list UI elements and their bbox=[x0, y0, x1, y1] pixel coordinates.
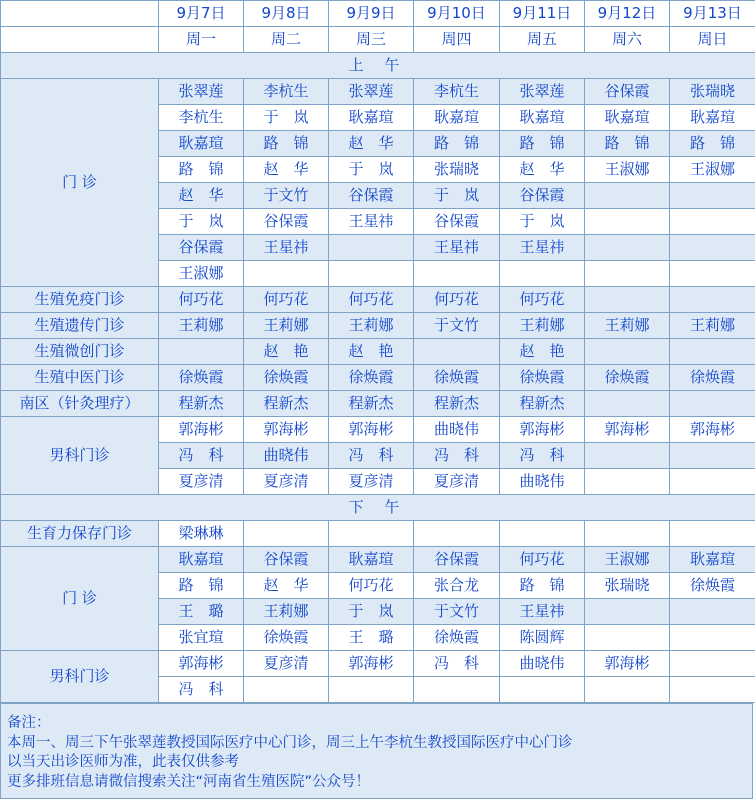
doctor-cell: 夏彦清 bbox=[244, 651, 329, 677]
doctor-cell bbox=[670, 469, 755, 495]
doctor-cell: 耿嘉瑄 bbox=[585, 105, 670, 131]
doctor-cell bbox=[585, 339, 670, 365]
doctor-cell bbox=[585, 625, 670, 651]
doctor-cell: 耿嘉瑄 bbox=[670, 547, 755, 573]
doctor-cell: 何巧花 bbox=[159, 287, 244, 313]
doctor-cell bbox=[244, 677, 329, 703]
table-row bbox=[1, 521, 755, 547]
notes-line-2: 以当天出诊医师为准，此表仅供参考 bbox=[7, 754, 239, 770]
doctor-cell: 耿嘉瑄 bbox=[159, 131, 244, 157]
doctor-cell: 王淑娜 bbox=[585, 547, 670, 573]
doctor-cell: 冯 科 bbox=[500, 443, 585, 469]
doctor-cell: 郭海彬 bbox=[500, 417, 585, 443]
doctor-cell: 程新杰 bbox=[414, 391, 500, 417]
doctor-cell: 于文竹 bbox=[414, 599, 500, 625]
table-row bbox=[1, 417, 755, 443]
doctor-cell: 王莉娜 bbox=[329, 313, 414, 339]
doctor-cell bbox=[670, 339, 755, 365]
date-cell: 9月12日 bbox=[585, 1, 670, 27]
doctor-cell bbox=[329, 521, 414, 547]
table-row bbox=[1, 495, 755, 521]
doctor-cell bbox=[585, 209, 670, 235]
doctor-cell: 路 锦 bbox=[159, 157, 244, 183]
doctor-cell: 王莉娜 bbox=[585, 313, 670, 339]
category-cell: 男科门诊 bbox=[1, 651, 159, 703]
notes-title: 备注： bbox=[7, 715, 51, 731]
doctor-cell bbox=[670, 209, 755, 235]
doctor-cell: 冯 科 bbox=[414, 443, 500, 469]
doctor-cell: 郭海彬 bbox=[670, 417, 755, 443]
doctor-cell: 赵 华 bbox=[244, 573, 329, 599]
doctor-cell: 于 岚 bbox=[329, 157, 414, 183]
doctor-cell: 谷保霞 bbox=[585, 79, 670, 105]
doctor-cell: 郭海彬 bbox=[329, 417, 414, 443]
doctor-cell: 徐焕霞 bbox=[500, 365, 585, 391]
doctor-cell: 郭海彬 bbox=[329, 651, 414, 677]
doctor-cell: 王莉娜 bbox=[500, 313, 585, 339]
table-row bbox=[1, 365, 755, 391]
period-morning: 上 午 bbox=[1, 53, 755, 79]
doctor-cell: 徐焕霞 bbox=[244, 625, 329, 651]
doctor-cell: 王莉娜 bbox=[159, 313, 244, 339]
weekday-cell: 周二 bbox=[244, 27, 329, 53]
doctor-cell: 夏彦清 bbox=[159, 469, 244, 495]
doctor-cell bbox=[414, 677, 500, 703]
doctor-cell bbox=[670, 443, 755, 469]
doctor-cell: 曲晓伟 bbox=[244, 443, 329, 469]
weekday-cell: 周五 bbox=[500, 27, 585, 53]
category-cell: 门 诊 bbox=[1, 79, 159, 287]
doctor-cell: 王星祎 bbox=[244, 235, 329, 261]
doctor-cell: 程新杰 bbox=[159, 391, 244, 417]
doctor-cell: 郭海彬 bbox=[585, 417, 670, 443]
date-cell: 9月8日 bbox=[244, 1, 329, 27]
doctor-cell: 张翠莲 bbox=[500, 79, 585, 105]
doctor-cell bbox=[500, 677, 585, 703]
weekday-cell: 周日 bbox=[670, 27, 755, 53]
doctor-cell: 路 锦 bbox=[159, 573, 244, 599]
doctor-cell: 于文竹 bbox=[414, 313, 500, 339]
weekday-cell: 周六 bbox=[585, 27, 670, 53]
doctor-cell: 路 锦 bbox=[500, 131, 585, 157]
table-row bbox=[1, 1, 755, 27]
doctor-cell: 夏彦清 bbox=[414, 469, 500, 495]
period-afternoon: 下 午 bbox=[1, 495, 755, 521]
table-row bbox=[1, 339, 755, 365]
doctor-cell: 徐焕霞 bbox=[244, 365, 329, 391]
doctor-cell: 徐焕霞 bbox=[159, 365, 244, 391]
doctor-cell: 夏彦清 bbox=[329, 469, 414, 495]
corner-cell bbox=[1, 27, 159, 53]
table-row bbox=[1, 391, 755, 417]
doctor-cell: 冯 科 bbox=[159, 677, 244, 703]
doctor-cell bbox=[500, 261, 585, 287]
doctor-cell: 程新杰 bbox=[329, 391, 414, 417]
doctor-cell: 耿嘉瑄 bbox=[500, 105, 585, 131]
corner-cell bbox=[1, 1, 159, 27]
table-row bbox=[1, 287, 755, 313]
doctor-cell: 李杭生 bbox=[414, 79, 500, 105]
notes-box bbox=[0, 703, 753, 799]
doctor-cell: 路 锦 bbox=[414, 131, 500, 157]
notes-line-3: 更多排班信息请微信搜索关注“河南省生殖医院”公众号！ bbox=[7, 773, 371, 790]
doctor-cell: 谷保霞 bbox=[159, 235, 244, 261]
doctor-cell bbox=[585, 183, 670, 209]
category-cell: 生殖免疫门诊 bbox=[1, 287, 159, 313]
doctor-cell: 张宜瑄 bbox=[159, 625, 244, 651]
doctor-cell: 于 岚 bbox=[329, 599, 414, 625]
doctor-cell: 王星祎 bbox=[500, 235, 585, 261]
doctor-cell: 张合龙 bbox=[414, 573, 500, 599]
doctor-cell: 曲晓伟 bbox=[500, 469, 585, 495]
doctor-cell bbox=[670, 677, 755, 703]
doctor-cell bbox=[585, 469, 670, 495]
doctor-cell bbox=[244, 521, 329, 547]
category-cell: 生育力保存门诊 bbox=[1, 521, 159, 547]
doctor-cell: 路 锦 bbox=[500, 573, 585, 599]
doctor-cell: 赵 华 bbox=[500, 157, 585, 183]
doctor-cell bbox=[244, 261, 329, 287]
doctor-cell: 于 岚 bbox=[414, 183, 500, 209]
doctor-cell bbox=[670, 183, 755, 209]
doctor-cell: 程新杰 bbox=[244, 391, 329, 417]
doctor-cell: 冯 科 bbox=[414, 651, 500, 677]
doctor-cell: 徐焕霞 bbox=[414, 625, 500, 651]
doctor-cell: 谷保霞 bbox=[329, 183, 414, 209]
doctor-cell: 赵 华 bbox=[329, 131, 414, 157]
doctor-cell bbox=[670, 261, 755, 287]
doctor-cell: 何巧花 bbox=[414, 287, 500, 313]
doctor-cell: 王淑娜 bbox=[159, 261, 244, 287]
doctor-cell: 何巧花 bbox=[500, 287, 585, 313]
doctor-cell: 赵 华 bbox=[159, 183, 244, 209]
doctor-cell: 耿嘉瑄 bbox=[329, 105, 414, 131]
doctor-cell: 冯 科 bbox=[329, 443, 414, 469]
doctor-cell: 张翠莲 bbox=[159, 79, 244, 105]
doctor-cell: 王 璐 bbox=[329, 625, 414, 651]
date-cell: 9月11日 bbox=[500, 1, 585, 27]
doctor-cell bbox=[414, 339, 500, 365]
doctor-cell bbox=[670, 599, 755, 625]
doctor-cell: 王星祎 bbox=[414, 235, 500, 261]
doctor-cell: 谷保霞 bbox=[500, 183, 585, 209]
category-cell: 生殖遗传门诊 bbox=[1, 313, 159, 339]
doctor-cell: 王莉娜 bbox=[244, 599, 329, 625]
doctor-cell: 张翠莲 bbox=[329, 79, 414, 105]
doctor-cell: 谷保霞 bbox=[244, 209, 329, 235]
doctor-cell: 王星祎 bbox=[329, 209, 414, 235]
doctor-cell bbox=[500, 521, 585, 547]
doctor-cell bbox=[329, 677, 414, 703]
category-cell: 生殖中医门诊 bbox=[1, 365, 159, 391]
doctor-cell: 耿嘉瑄 bbox=[670, 105, 755, 131]
table-row bbox=[1, 53, 755, 79]
doctor-cell: 郭海彬 bbox=[244, 417, 329, 443]
doctor-cell: 于文竹 bbox=[244, 183, 329, 209]
doctor-cell: 王星祎 bbox=[500, 599, 585, 625]
doctor-cell: 曲晓伟 bbox=[414, 417, 500, 443]
doctor-cell bbox=[414, 521, 500, 547]
doctor-cell: 王淑娜 bbox=[670, 157, 755, 183]
doctor-cell: 于 岚 bbox=[159, 209, 244, 235]
doctor-cell: 于 岚 bbox=[500, 209, 585, 235]
doctor-cell: 何巧花 bbox=[500, 547, 585, 573]
doctor-cell bbox=[670, 521, 755, 547]
date-cell: 9月10日 bbox=[414, 1, 500, 27]
weekday-cell: 周三 bbox=[329, 27, 414, 53]
doctor-cell bbox=[329, 261, 414, 287]
doctor-cell: 王莉娜 bbox=[670, 313, 755, 339]
weekday-cell: 周一 bbox=[159, 27, 244, 53]
doctor-cell: 梁琳琳 bbox=[159, 521, 244, 547]
doctor-cell bbox=[670, 235, 755, 261]
category-cell: 生殖微创门诊 bbox=[1, 339, 159, 365]
doctor-cell bbox=[159, 339, 244, 365]
doctor-cell bbox=[585, 287, 670, 313]
doctor-cell: 张瑞晓 bbox=[670, 79, 755, 105]
doctor-cell: 谷保霞 bbox=[244, 547, 329, 573]
doctor-cell: 郭海彬 bbox=[159, 417, 244, 443]
doctor-cell bbox=[670, 651, 755, 677]
doctor-cell bbox=[585, 677, 670, 703]
doctor-cell: 路 锦 bbox=[670, 131, 755, 157]
doctor-cell bbox=[585, 443, 670, 469]
doctor-cell bbox=[585, 521, 670, 547]
doctor-cell: 何巧花 bbox=[244, 287, 329, 313]
doctor-cell bbox=[414, 261, 500, 287]
doctor-cell: 徐焕霞 bbox=[585, 365, 670, 391]
doctor-cell bbox=[329, 235, 414, 261]
doctor-cell: 路 锦 bbox=[244, 131, 329, 157]
doctor-cell: 耿嘉瑄 bbox=[159, 547, 244, 573]
doctor-cell: 谷保霞 bbox=[414, 209, 500, 235]
table-row bbox=[1, 651, 755, 677]
doctor-cell: 王淑娜 bbox=[585, 157, 670, 183]
doctor-cell: 徐焕霞 bbox=[670, 365, 755, 391]
doctor-cell bbox=[585, 261, 670, 287]
category-cell: 南区（针灸理疗） bbox=[1, 391, 159, 417]
date-cell: 9月13日 bbox=[670, 1, 755, 27]
doctor-cell: 谷保霞 bbox=[414, 547, 500, 573]
doctor-cell: 张瑞晓 bbox=[414, 157, 500, 183]
table-row bbox=[1, 79, 755, 105]
doctor-cell: 徐焕霞 bbox=[414, 365, 500, 391]
doctor-cell: 冯 科 bbox=[159, 443, 244, 469]
doctor-cell: 何巧花 bbox=[329, 573, 414, 599]
doctor-cell bbox=[585, 599, 670, 625]
doctor-cell: 耿嘉瑄 bbox=[414, 105, 500, 131]
doctor-cell: 赵 艳 bbox=[244, 339, 329, 365]
table-row bbox=[1, 547, 755, 573]
date-cell: 9月7日 bbox=[159, 1, 244, 27]
doctor-cell: 耿嘉瑄 bbox=[329, 547, 414, 573]
doctor-cell bbox=[670, 287, 755, 313]
doctor-cell: 李杭生 bbox=[244, 79, 329, 105]
doctor-cell: 张瑞晓 bbox=[585, 573, 670, 599]
doctor-cell bbox=[585, 391, 670, 417]
table-row bbox=[1, 27, 755, 53]
table-row bbox=[1, 313, 755, 339]
doctor-cell: 王 璐 bbox=[159, 599, 244, 625]
category-cell: 门 诊 bbox=[1, 547, 159, 651]
doctor-cell: 路 锦 bbox=[585, 131, 670, 157]
doctor-cell: 何巧花 bbox=[329, 287, 414, 313]
doctor-cell: 徐焕霞 bbox=[670, 573, 755, 599]
doctor-cell: 徐焕霞 bbox=[329, 365, 414, 391]
doctor-cell bbox=[585, 235, 670, 261]
date-cell: 9月9日 bbox=[329, 1, 414, 27]
doctor-cell: 于 岚 bbox=[244, 105, 329, 131]
doctor-cell: 李杭生 bbox=[159, 105, 244, 131]
doctor-cell: 赵 艳 bbox=[500, 339, 585, 365]
doctor-cell: 陈圆辉 bbox=[500, 625, 585, 651]
doctor-cell: 郭海彬 bbox=[585, 651, 670, 677]
doctor-cell: 夏彦清 bbox=[244, 469, 329, 495]
doctor-cell: 曲晓伟 bbox=[500, 651, 585, 677]
notes-line-1: 本周一、周三下午张翠莲教授国际医疗中心门诊，周三上午李杭生教授国际医疗中心门诊 bbox=[7, 734, 573, 751]
doctor-cell: 赵 华 bbox=[244, 157, 329, 183]
doctor-cell bbox=[670, 625, 755, 651]
doctor-cell: 郭海彬 bbox=[159, 651, 244, 677]
doctor-cell bbox=[670, 391, 755, 417]
category-cell: 男科门诊 bbox=[1, 417, 159, 495]
doctor-cell: 赵 艳 bbox=[329, 339, 414, 365]
doctor-cell: 程新杰 bbox=[500, 391, 585, 417]
doctor-cell: 王莉娜 bbox=[244, 313, 329, 339]
weekday-cell: 周四 bbox=[414, 27, 500, 53]
